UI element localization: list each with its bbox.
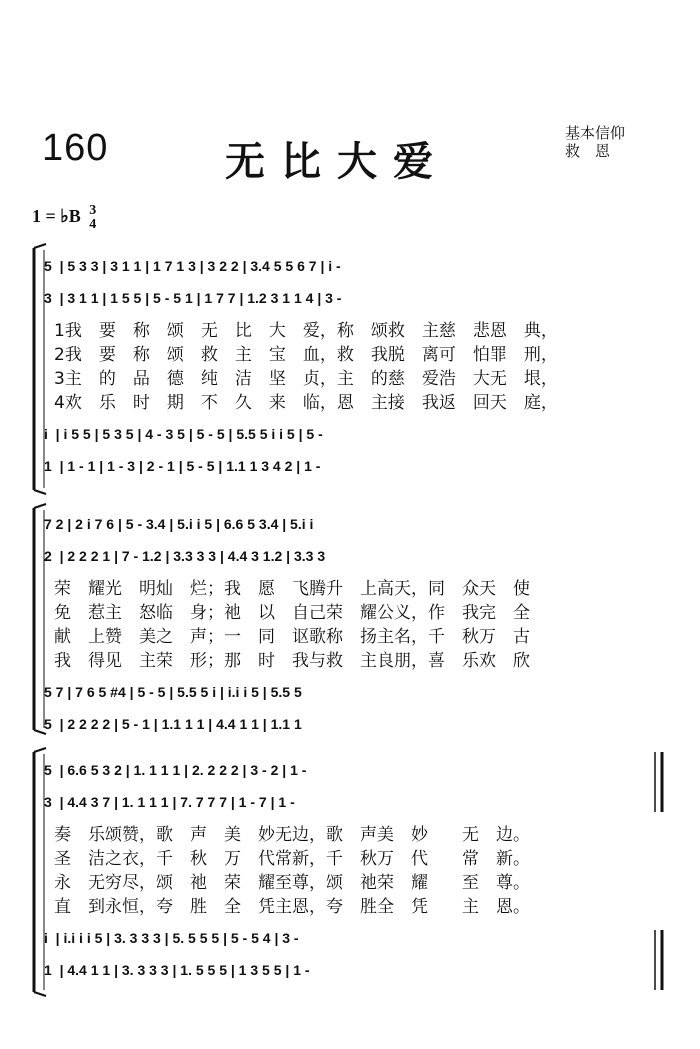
time-sig-top: 3	[89, 203, 97, 218]
system2-alto: 2 | 2 2 2 1 | 7 - 1.2 | 3.3 3 3 | 4.4 3 1.2 | 3.3 3	[44, 548, 326, 564]
time-sig-bottom: 4	[89, 217, 97, 232]
system1-tenor: i | i 5 5 | 5 3 5 | 4 - 3 5 | 5 - 5 | 5.5 5 i i 5 | 5 -	[44, 426, 323, 442]
system1-lyric-3: 3主 的 品 德 纯 洁 坚 贞，主 的慈 爱浩 大无 垠，	[54, 369, 558, 389]
system2-soprano: 7 2 | 2 i 7 6 | 5 - 3.4 | 5.i i 5 | 6.6 5 3.4 | 5.i i	[44, 516, 314, 532]
system2-lyric-4: 我 得见 主荣 形；那 时 我与救 主良朋，喜 乐欢 欣	[54, 651, 530, 671]
hymn-number: 160	[42, 127, 109, 169]
system3-lyric-4: 直 到永恒，夸 胜 全 凭主恩，夸 胜全 凭 主 恩。	[54, 897, 530, 917]
system2-lyric-3: 献 上赞 美之 声；一 同 讴歌称 扬主名，千 秋万 古	[54, 627, 530, 647]
system1-lyric-4: 4欢 乐 时 期 不 久 来 临，恩 主接 我返 回天 庭，	[54, 393, 558, 413]
system1-soprano: 5 | 5 3 3 | 3 1 1 | 1 7 1 3 | 3 2 2 | 3.4 5 5 6 7 | i -	[44, 258, 341, 274]
system2-bass: 5 | 2 2 2 2 | 5 - 1 | 1.1 1 1 | 4.4 1 1 | 1.1 1	[44, 716, 302, 732]
system3-soprano: 5 | 6.6 5 3 2 | 1. 1 1 1 | 2. 2 2 2 | 3 - 2 | 1 -	[44, 762, 307, 778]
system2-lyric-1: 荣 耀光 明灿 烂；我 愿 飞腾升 上高天，同 众天 使	[54, 579, 530, 599]
key-label: 1 = ♭B	[32, 206, 81, 227]
system3-lyric-1: 奏 乐颂赞，歌 声 美 妙无边，歌 声美 妙 无 边。	[54, 825, 530, 845]
system1-alto: 3 | 3 1 1 | 1 5 5 | 5 - 5 1 | 1 7 7 | 1.2 3 1 1 4 | 3 -	[44, 290, 342, 306]
system2-lyric-2: 免 惹主 怒临 身；祂 以 自己荣 耀公义，作 我完 全	[54, 603, 530, 623]
system3-lyric-3: 永 无穷尽，颂 祂 荣 耀至尊，颂 祂荣 耀 至 尊。	[54, 873, 530, 893]
category-line-1: 基本信仰	[565, 124, 626, 142]
system3-lyric-2: 圣 洁之衣，千 秋 万 代常新，千 秋万 代 常 新。	[54, 849, 530, 869]
system3-bass: 1 | 4.4 1 1 | 3. 3 3 3 | 1. 5 5 5 | 1 3 5 5 | 1 -	[44, 962, 310, 978]
system2-tenor: 5 7 | 7 6 5 #4 | 5 - 5 | 5.5 5 i | i.i i 5 | 5.5 5	[44, 684, 302, 700]
system3-alto: 3 | 4.4 3 7 | 1. 1 1 1 | 7. 7 7 7 | 1 - 7 | 1 -	[44, 794, 295, 810]
system1-bass: 1 | 1 - 1 | 1 - 3 | 2 - 1 | 5 - 5 | 1.1 1 3 4 2 | 1 -	[44, 458, 321, 474]
system1-lyric-2: 2我 要 称 颂 救 主 宝 血，救 我脱 离可 怕罪 刑，	[54, 345, 558, 365]
category-line-2: 救 恩	[565, 142, 611, 160]
hymn-title: 无比大爱	[225, 138, 449, 185]
system3-tenor: i | i.i i i 5 | 3. 3 3 3 | 5. 5 5 5 | 5 - 5 4 | 3 -	[44, 930, 299, 946]
system1-lyric-1: 1我 要 称 颂 无 比 大 爱，称 颂救 主慈 悲恩 典，	[54, 321, 558, 341]
